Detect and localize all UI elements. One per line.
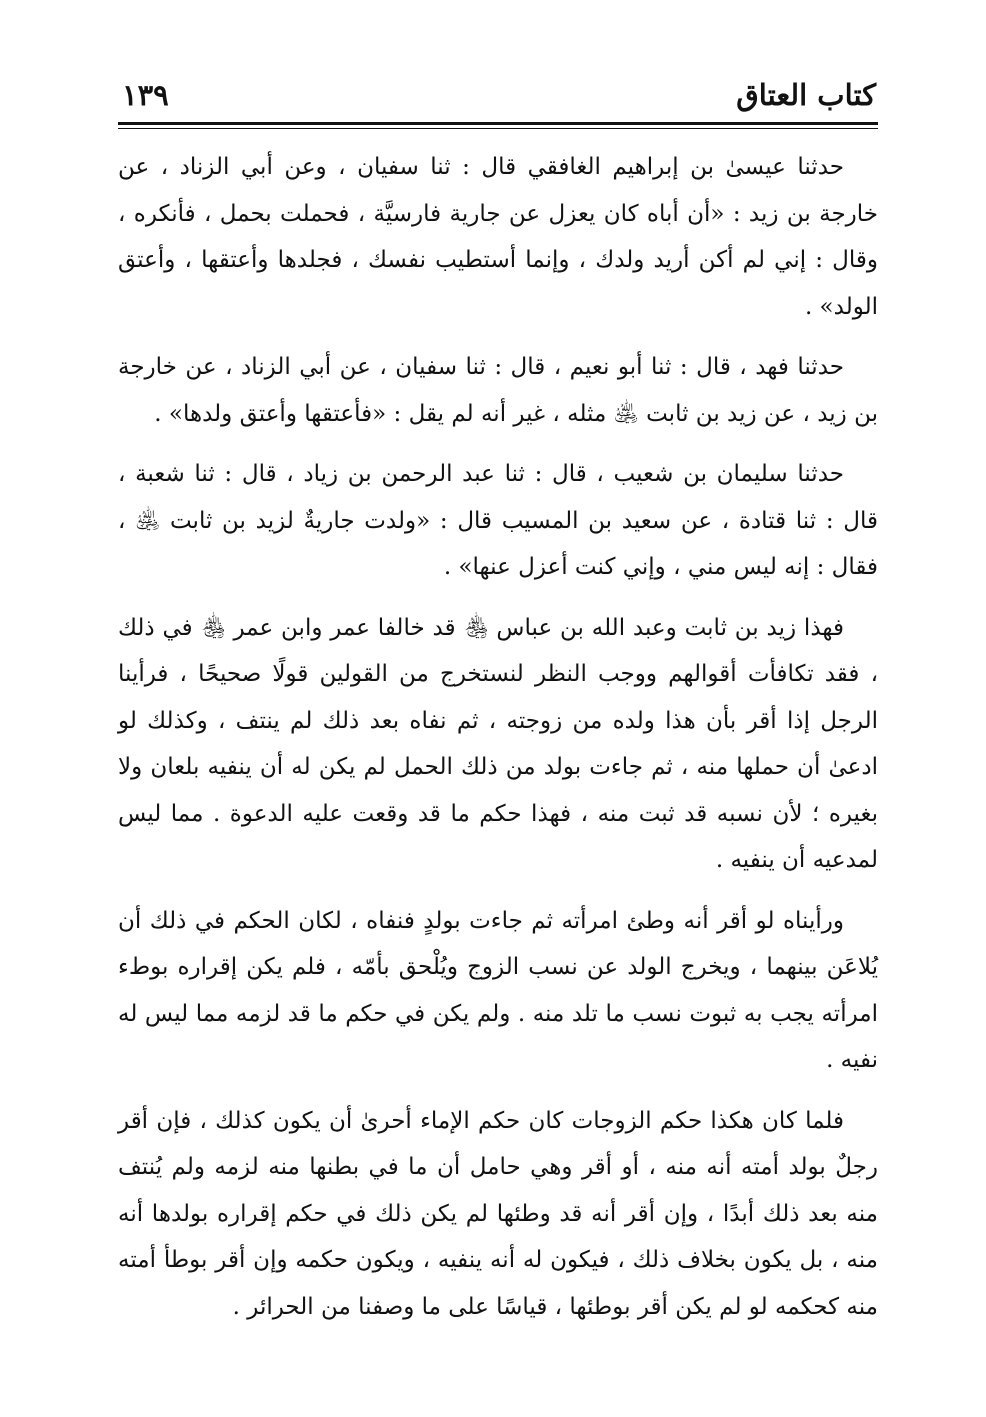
paragraph: فهذا زيد بن ثابت وعبد الله بن عباس ﵃ قد خالفا عمر وابن عمر ﵃ في ذلك ، فقد تكافأت أقوالهم ووجب النظر لنستخرج من القولين قولًا صحيحًا ، فرأينا الرجل إذا أقر بأن هذا ولده من زوجته ، ثم نفاه بعد ذلك لم ينتف ، وكذلك لو ادعىٰ أن حملها منه ، ثم جاءت بولد من ذلك الحمل لم يكن له أن ينفيه بلعان ولا بغيره ؛ لأن نسبه قد ثبت منه ، فهذا حكم ما قد وقعت عليه الدعوة . مما ليس لمدعيه أن ينفيه .: [118, 614, 878, 873]
paragraph: حدثنا سليمان بن شعيب ، قال : ثنا عبد الرحمن بن زياد ، قال : ثنا شعبة ، قال : ثنا قتادة ، عن سعيد بن المسيب قال : «ولدت جاريةٌ لزيد بن ثابت ﵁ ، فقال : إنه ليس مني ، وإني كنت أعزل عنها» .: [118, 461, 878, 580]
paragraph: حدثنا عيسىٰ بن إبراهيم الغافقي قال : ثنا سفيان ، وعن أبي الزناد ، عن خارجة بن زيد : «أن أباه كان يعزل عن جارية فارسيَّة ، فحملت بحمل ، فأنكره ، وقال : إني لم أكن أريد ولدك ، وإنما أستطيب نفسك ، فجلدها وأعتقها ، وأعتق الولد» .: [118, 154, 878, 320]
main-text: [118, 144, 878, 1344]
page-header: [118, 72, 878, 118]
paragraph: فلما كان هكذا حكم الزوجات كان حكم الإماء أحرىٰ أن يكون كذلك ، فإن أقر رجلٌ بولد أمته أنه منه ، أو أقر وهي حامل أن ما في بطنها منه لزمه ولم يُنتف منه بعد ذلك أبدًا ، وإن أقر أنه قد وطئها لم يكن ذلك في حكم إقراره بولدها أنه منه ، بل يكون بخلاف ذلك ، فيكون له أنه ينفيه ، ويكون حكمه وإن أقر بوطأ أمته منه كحكمه لو لم يكن أقر بوطئها ، قياسًا على ما وصفنا من الحرائر .: [118, 1107, 878, 1320]
header-rule-thick: [118, 122, 878, 125]
paragraph: حدثنا فهد ، قال : ثنا أبو نعيم ، قال : ثنا سفيان ، عن أبي الزناد ، عن خارجة بن زيد ، عن زيد بن ثابت ﵁ مثله ، غير أنه لم يقل : «فأعتقها وأعتق ولدها» .: [118, 354, 878, 427]
paragraph: ورأيناه لو أقر أنه وطئ امرأته ثم جاءت بولدٍ فنفاه ، لكان الحكم في ذلك أن يُلاعَن بينهما ، ويخرج الولد عن نسب الزوج ويُلْحق بأمّه ، فلم يكن إقراره بوطء امرأته يجب به ثبوت نسب ما تلد منه . ولم يكن في حكم ما قد لزمه مما ليس له نفيه .: [118, 907, 878, 1073]
header-rule-thin: [118, 128, 878, 129]
running-title: كتاب العتاق: [736, 78, 876, 112]
page-number: ١٣٩: [122, 78, 169, 112]
book-page: [118, 60, 878, 1360]
